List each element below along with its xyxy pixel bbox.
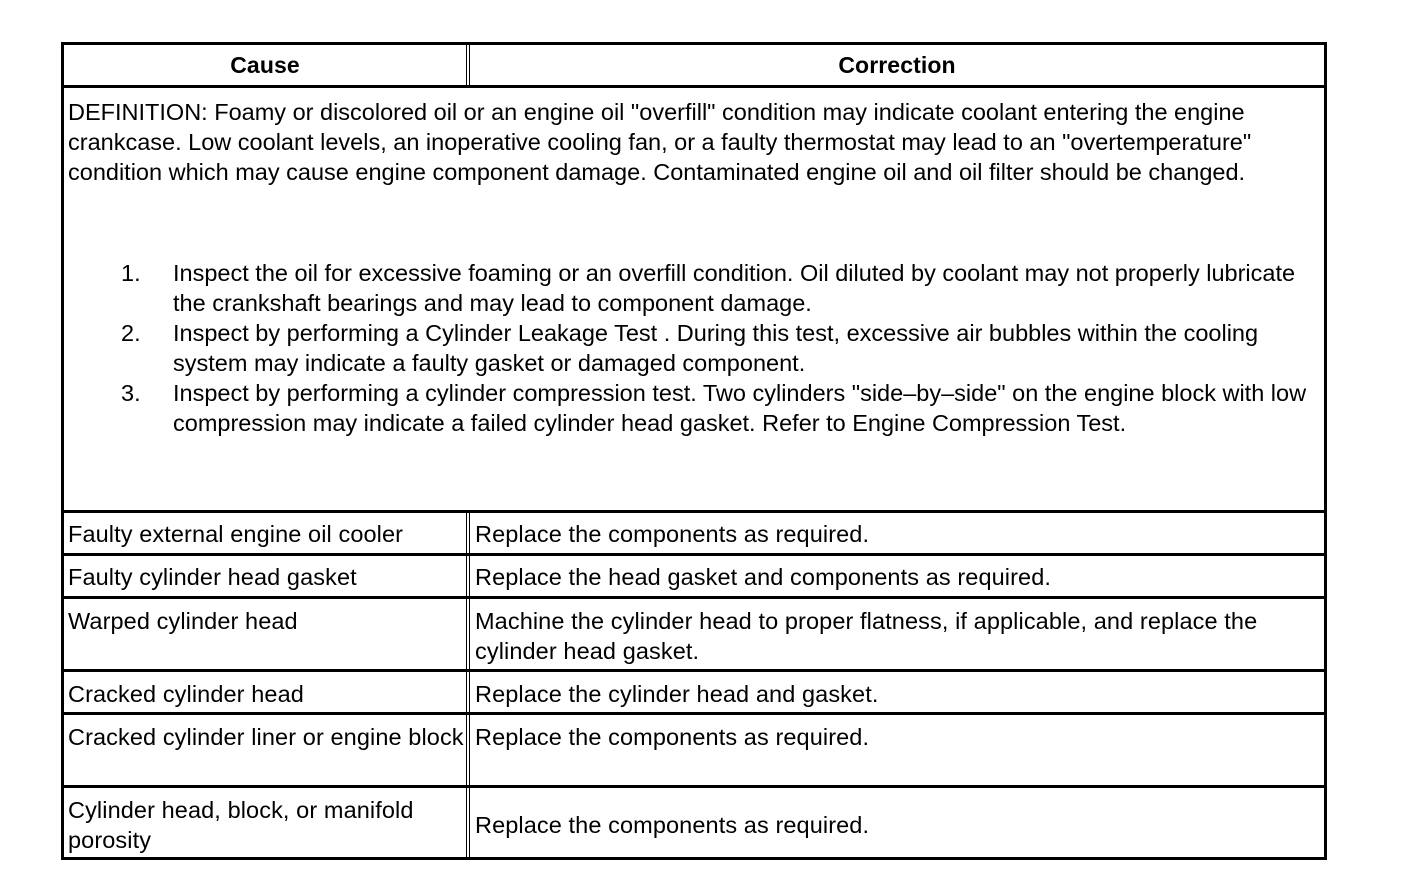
step-text: Inspect by performing a cylinder compression test. Two cylinders "side–by–side" on the engine block with low compression may indicate a failed cylinder head gasket. Refer to Engine Compression Test. — [173, 380, 1307, 436]
table-row-cause: Cylinder head, block, or manifold porosity — [68, 797, 414, 853]
step-number: 2. — [121, 320, 141, 346]
table-row-correction: Replace the components as required. — [475, 724, 870, 750]
list-item — [64, 258, 1326, 318]
row-rule — [64, 669, 1324, 672]
step-number: 3. — [121, 380, 141, 406]
table-row-cause: Faulty external engine oil cooler — [68, 521, 404, 547]
header-divider — [466, 45, 467, 85]
table-row-correction: Machine the cylinder head to proper flatness, if applicable, and replace the cylinder head gasket. — [475, 608, 1258, 664]
table-row-cause: Faulty cylinder head gasket — [68, 564, 357, 590]
list-item — [64, 378, 1326, 438]
list-item — [64, 318, 1326, 378]
row-rule — [64, 712, 1324, 715]
row-rule — [64, 596, 1324, 599]
table-row-correction: Replace the cylinder head and gasket. — [475, 681, 879, 707]
definition-bottom-rule — [64, 510, 1324, 513]
table-row-cause: Cracked cylinder liner or engine block — [68, 724, 464, 750]
table-row-cause: Cracked cylinder head — [68, 681, 304, 707]
steps-list — [64, 258, 1326, 438]
row-rule — [64, 553, 1324, 556]
header-bottom-rule — [64, 85, 1324, 88]
step-number: 1. — [121, 260, 141, 286]
column-divider — [466, 513, 467, 860]
definition-text: DEFINITION: Foamy or discolored oil or an engine oil "overfill" condition may indicate coolant entering the engine crankcase. Low coolant levels, an inoperative cooling fan, or a faulty thermostat may lead to an "overtemperature" condition which may cause engine component damage. Contaminated engine oil and oil filter should be changed. — [68, 99, 1252, 185]
header-cause: Cause — [230, 52, 300, 78]
row-rule — [64, 785, 1324, 788]
table-row-cause: Warped cylinder head — [68, 608, 298, 634]
table-row-correction: Replace the components as required. — [475, 521, 870, 547]
table-row-correction: Replace the head gasket and components as required. — [475, 564, 1052, 590]
step-text: Inspect the oil for excessive foaming or an overfill condition. Oil diluted by coolant may not properly lubricate the crankshaft bearings and may lead to component damage. — [173, 260, 1296, 316]
header-correction: Correction — [838, 52, 956, 78]
diagnosis-table — [61, 42, 1327, 860]
step-text: Inspect by performing a Cylinder Leakage Test . During this test, excessive air bubbles within the cooling system may indicate a faulty gasket or damaged component. — [173, 320, 1259, 376]
table-row-correction: Replace the components as required. — [475, 812, 870, 838]
